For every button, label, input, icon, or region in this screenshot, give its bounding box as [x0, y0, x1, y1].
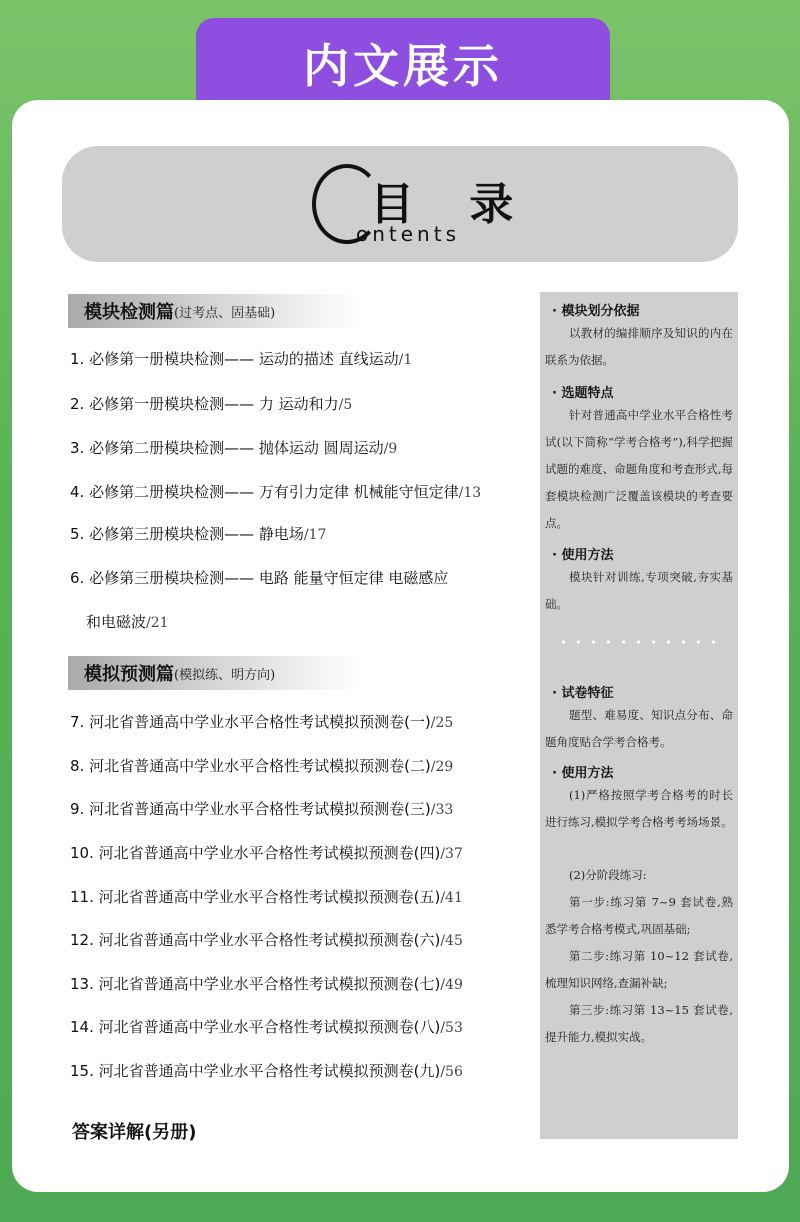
toc-item[interactable]: [70, 973, 463, 994]
sidebar-heading: · 使用方法: [552, 548, 614, 563]
answer-booklet-note: 答案详解(另册): [72, 1122, 197, 1143]
toc-item[interactable]: [70, 481, 481, 502]
section-title: 模拟预测篇: [84, 664, 174, 685]
item-text: 2. 必修第一册模块检测—— 力 运动和力: [70, 395, 339, 413]
item-page: /17: [303, 527, 327, 543]
toc-subtitle: ontents: [356, 222, 460, 246]
item-text: 1. 必修第一册模块检测—— 运动的描述 直线运动: [70, 350, 399, 368]
item-text: 12. 河北省普通高中学业水平合格性考试模拟预测卷(六): [70, 931, 441, 949]
item-text: 7. 河北省普通高中学业水平合格性考试模拟预测卷(一): [70, 713, 431, 731]
item-page: /45: [440, 933, 463, 949]
toc-item[interactable]: [70, 755, 453, 776]
section-subtitle: (过考点、固基础): [174, 305, 276, 321]
toc-item[interactable]: [70, 842, 463, 863]
toc-item[interactable]: [70, 711, 453, 732]
item-text: 9. 河北省普通高中学业水平合格性考试模拟预测卷(三): [70, 800, 431, 818]
toc-item[interactable]: [70, 1016, 463, 1037]
info-sidebar: [540, 292, 738, 1139]
item-text: 8. 河北省普通高中学业水平合格性考试模拟预测卷(二): [70, 757, 431, 775]
item-text: 6. 必修第三册模块检测—— 电路 能量守恒定律 电磁感应: [70, 569, 449, 587]
item-page: /9: [383, 441, 398, 457]
sidebar-paragraph: 第一步:练习第 7~9 套试卷,熟悉学考合格考模式,巩固基础;: [545, 895, 733, 936]
sidebar-paragraph: 以教材的编排顺序及知识的内在联系为依据。: [545, 326, 733, 367]
toc-item[interactable]: [70, 929, 463, 950]
toc-item[interactable]: [70, 1060, 463, 1081]
item-text: 10. 河北省普通高中学业水平合格性考试模拟预测卷(四): [70, 844, 441, 862]
sidebar-heading: · 使用方法: [552, 766, 614, 781]
sidebar-paragraph: 题型、难易度、知识点分布、命题角度贴合学考合格考。: [545, 708, 733, 749]
toc-item[interactable]: [70, 798, 453, 819]
item-page: /5: [338, 397, 353, 413]
sidebar-paragraph: 模块针对训练,专项突破,夯实基础。: [545, 570, 733, 611]
toc-item[interactable]: [70, 567, 448, 588]
sidebar-heading: · 模块划分依据: [552, 304, 640, 319]
sidebar-paragraph: 针对普通高中学业水平合格性考试(以下简称“学考合格考”),科学把握试题的难度、命题角度和考查形式,每套模块检测广泛覆盖该模块的考查要点。: [545, 408, 733, 530]
item-page: /37: [440, 846, 463, 862]
item-page: /53: [440, 1020, 463, 1036]
item-text: 14. 河北省普通高中学业水平合格性考试模拟预测卷(八): [70, 1018, 441, 1036]
dotted-divider: [556, 640, 726, 644]
toc-item[interactable]: [70, 437, 397, 458]
toc-item[interactable]: [70, 348, 412, 369]
sidebar-heading: · 选题特点: [552, 386, 614, 401]
item-text: 13. 河北省普通高中学业水平合格性考试模拟预测卷(七): [70, 975, 441, 993]
item-text: 4. 必修第二册模块检测—— 万有引力定律 机械能守恒定律: [70, 483, 459, 501]
item-page: /56: [440, 1064, 463, 1080]
toc-header: [62, 146, 738, 262]
sidebar-paragraph: (1)严格按照学考合格考的时长进行练习,模拟学考合格考考场场景。: [545, 788, 733, 829]
item-text: 5. 必修第三册模块检测—— 静电场: [70, 525, 304, 543]
toc-item-continued[interactable]: [86, 611, 169, 632]
toc-item[interactable]: [70, 523, 326, 544]
item-text: 11. 河北省普通高中学业水平合格性考试模拟预测卷(五): [70, 888, 441, 906]
section-title: 模块检测篇: [84, 302, 174, 323]
section-subtitle: (模拟练、明方向): [174, 667, 276, 683]
banner-title: 内文展示: [303, 39, 503, 93]
item-page: /41: [440, 890, 463, 906]
sidebar-paragraph: (2)分阶段练习:: [569, 868, 647, 882]
item-page: /21: [146, 615, 169, 631]
section-module-test: [68, 294, 360, 328]
item-text: 和电磁波: [86, 613, 147, 631]
toc-item[interactable]: [70, 886, 463, 907]
item-page: /33: [430, 802, 454, 818]
toc-item[interactable]: [70, 393, 352, 414]
sidebar-paragraph: 第二步:练习第 10~12 套试卷,梳理知识网络,查漏补缺;: [545, 949, 733, 990]
item-page: /13: [458, 485, 482, 501]
item-page: /25: [430, 715, 454, 731]
title-banner: [196, 18, 610, 108]
item-page: /49: [440, 977, 463, 993]
toc-title: 目 录: [370, 179, 534, 230]
section-mock-exam: [68, 656, 360, 690]
item-page: /29: [430, 759, 454, 775]
item-text: 15. 河北省普通高中学业水平合格性考试模拟预测卷(九): [70, 1062, 441, 1080]
item-text: 3. 必修第二册模块检测—— 抛体运动 圆周运动: [70, 439, 384, 457]
item-page: /1: [398, 352, 413, 368]
sidebar-paragraph: 第三步:练习第 13~15 套试卷,提升能力,模拟实战。: [545, 1003, 733, 1044]
sidebar-heading: · 试卷特征: [552, 686, 614, 701]
